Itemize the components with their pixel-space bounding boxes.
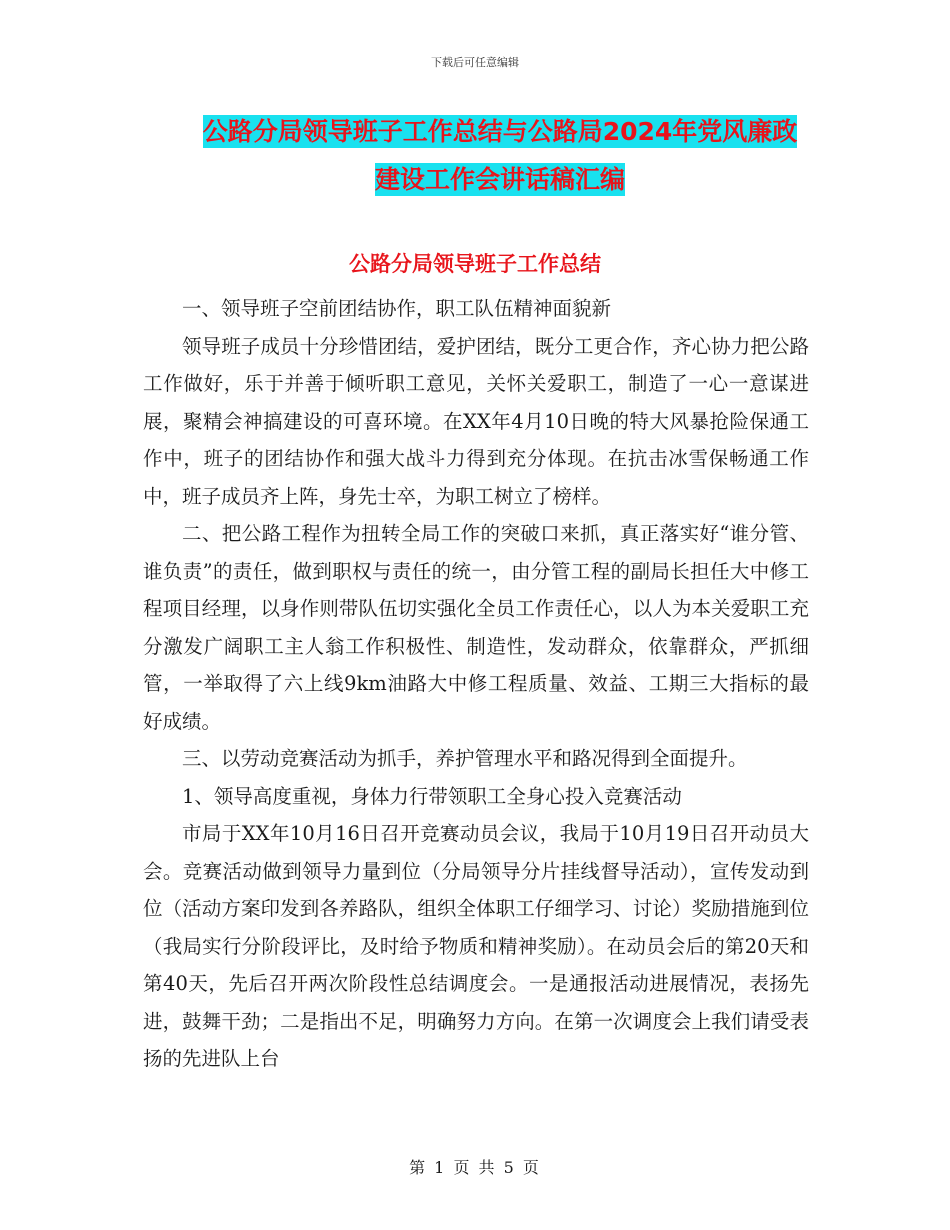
- paragraph-subheading: 1、领导高度重视，身体力行带领职工全身心投入竞赛活动: [182, 784, 682, 808]
- page-footer: 第 1 页 共 5 页: [409, 1158, 541, 1177]
- paragraph-heading-3: 三、以劳动竞赛活动为抓手，养护管理水平和路况得到全面提升。: [182, 747, 748, 770]
- paragraph-heading-2: 二、把公路工程作为扭转全局工作的突破口来抓，真正落实好“谁分管、谁负责”的责任，做到职权与责任的统一，由分管工程的副局长担任大中修工程项目经理，以身作则带队伍切实强化全员工作责任心，以人为本关爱职工充分激发广阔职工主人翁工作积极性、制造性，发动群众，依靠群众，严抓细管，一举取得了六上线9km油路大中修工程质量、效益、工期三大指标的最好成绩。: [143, 522, 809, 733]
- section-title: 公路分局领导班子工作总结: [349, 252, 601, 276]
- header-note: 下载后可任意编辑: [431, 56, 519, 69]
- paragraph-heading-1: 一、领导班子空前团结协作，职工队伍精神面貌新: [182, 297, 612, 320]
- body-text: [143, 290, 809, 1078]
- title-line-1: 公路分局领导班子工作总结与公路局2024年党风廉政: [202, 117, 798, 146]
- document-title: [140, 108, 860, 204]
- title-line-2: 建设工作会讲话稿汇编: [374, 165, 625, 194]
- paragraph: 领导班子成员十分珍惜团结，爱护团结，既分工更合作，齐心协力把公路工作做好，乐于并善于倾听职工意见，关怀关爱职工，制造了一心一意谋进展，聚精会神搞建设的可喜环境。在XX年4月10日晚的特大风暴抢险保通工作中，班子的团结协作和强大战斗力得到充分体现。在抗击冰雪保畅通工作中，班子成员齐上阵，身先士卒，为职工树立了榜样。: [143, 334, 809, 508]
- paragraph: 市局于XX年10月16日召开竞赛动员会议，我局于10月19日召开动员大会。竞赛活动做到领导力量到位（分局领导分片挂线督导活动），宣传发动到位（活动方案印发到各养路队，组织全体职工仔细学习、讨论）奖励措施到位（我局实行分阶段评比，及时给予物质和精神奖励）。在动员会后的第20天和第40天，先后召开两次阶段性总结调度会。一是通报活动进展情况，表扬先进，鼓舞干劲；二是指出不足，明确努力方向。在第一次调度会上我们请受表扬的先进队上台: [143, 822, 809, 1070]
